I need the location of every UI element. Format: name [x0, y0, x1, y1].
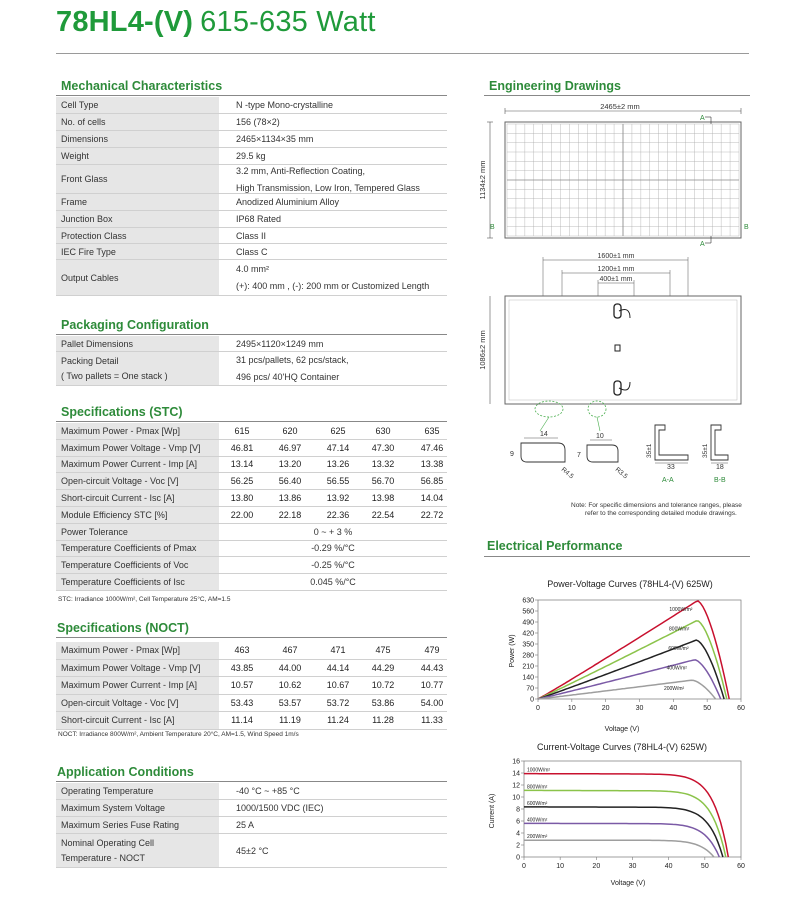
pv-x-axis-label: Voltage (V): [604, 726, 640, 733]
row-value: [236, 783, 300, 800]
detail-d7: 7: [577, 452, 581, 459]
series-label: 800W/m²: [669, 626, 690, 633]
detail-d9: 9: [510, 451, 514, 458]
mechanical-divider: [56, 95, 447, 96]
row-label: [56, 131, 219, 148]
row-label: [56, 194, 219, 211]
row-label-text: Maximum Power - Pmax [Wp]: [61, 425, 181, 436]
row-label: [56, 352, 219, 386]
row-value-cell: 13.14: [230, 459, 254, 470]
row-value-text: 156 (78×2): [236, 117, 280, 127]
row-value-cell: 475: [375, 645, 391, 656]
row-value-text: 31 pcs/pallets, 62 pcs/stack,: [236, 355, 349, 365]
stc-title: Specifications (STC): [61, 405, 183, 419]
row-divider: [56, 590, 447, 591]
series-label: 600W/m²: [668, 646, 689, 653]
row-label-text-2: ( Two pallets = One stack ): [61, 371, 168, 381]
row-label: [56, 695, 219, 713]
row-value-cell: 13.86: [278, 493, 302, 504]
mech-row: [56, 260, 447, 296]
row-label: [56, 783, 219, 800]
series-label: 400W/m²: [666, 665, 687, 672]
series-label: 600W/m²: [527, 800, 548, 807]
x-tick-label: 40: [669, 705, 678, 712]
series-label: 400W/m²: [527, 817, 548, 824]
row-label-text: Weight: [61, 151, 89, 161]
pv-y-axis-label: Power (W): [509, 634, 516, 668]
x-tick-label: 50: [703, 705, 712, 712]
dim-width: 1134±2 mm: [478, 160, 487, 200]
row-label-text: Dimensions: [61, 134, 109, 144]
mech-row: [56, 194, 447, 211]
row-value-cell: 56.70: [371, 476, 395, 487]
dim-1600: 1600±1 mm: [597, 253, 635, 260]
pack-row: [56, 352, 447, 386]
app-row: [56, 800, 447, 817]
row-value-cell: 53.43: [230, 697, 254, 708]
row-label: [56, 800, 219, 817]
series-label: 200W/m²: [663, 686, 685, 693]
y-tick-label: 14: [512, 770, 520, 778]
row-value-cell: 53.72: [326, 697, 350, 708]
row-value-cell: 463: [234, 645, 250, 656]
row-label: [56, 165, 219, 194]
noct-row: [56, 712, 447, 730]
x-tick-label: 60: [737, 863, 745, 870]
row-value-text: Anodized Aluminium Alloy: [236, 197, 340, 207]
row-label: [56, 642, 219, 660]
row-value-cell: 467: [282, 645, 298, 656]
row-value-cell: 56.85: [420, 476, 444, 487]
row-value-text: -40 °C ~ +85 °C: [236, 786, 300, 796]
x-tick-label: 50: [700, 863, 709, 870]
title-divider: [56, 53, 749, 54]
row-label-text: Temperature Coefficients of Pmax: [61, 543, 197, 554]
detail-r35: R3.5: [613, 466, 629, 481]
dim-1086: 1086±2 mm: [478, 330, 487, 370]
app-row: [56, 834, 447, 868]
row-value: [236, 260, 429, 296]
row-label: [56, 211, 219, 228]
drawings-title: Engineering Drawings: [489, 79, 621, 93]
y-tick-label: 560: [522, 608, 534, 616]
detail-d10: 10: [596, 433, 604, 440]
y-tick-label: 0: [530, 696, 534, 704]
x-tick-label: 10: [556, 863, 565, 870]
row-value-cell: 620: [282, 425, 298, 436]
y-tick-label: 490: [522, 619, 534, 627]
row-value-text: 2465×1134×35 mm: [236, 134, 314, 144]
row-value-cell: 10.57: [230, 680, 254, 691]
y-tick-label: 350: [522, 641, 534, 649]
stc-row: [56, 423, 447, 440]
section-d18: 18: [716, 464, 724, 471]
row-value-text: 3.2 mm, Anti-Reflection Coating,: [236, 165, 366, 176]
row-value-text: 4.0 mm²: [236, 264, 270, 274]
noct-row: [56, 677, 447, 695]
section-d35a: 35±1: [646, 443, 653, 458]
row-value-cell: 10.77: [420, 680, 444, 691]
application-divider: [56, 781, 447, 782]
x-tick-label: 20: [592, 863, 601, 870]
electrical-divider: [484, 556, 750, 557]
row-label: [56, 114, 219, 131]
app-row: [56, 783, 447, 800]
y-tick-label: 420: [522, 630, 534, 638]
row-value-cell: 47.14: [326, 442, 350, 453]
pv-chart-title: Power-Voltage Curves (78HL4-(V) 625W): [547, 579, 713, 589]
stc-single-row: [56, 574, 447, 591]
row-label: [56, 541, 219, 558]
row-value-text-2: High Transmission, Low Iron, Tempered Glass: [236, 182, 420, 193]
series-label: 200W/m²: [527, 834, 548, 841]
row-value-cell: 22.00: [230, 509, 254, 520]
application-title: Application Conditions: [57, 765, 194, 779]
row-value-cell: 479: [424, 645, 440, 656]
row-label-text: Maximum System Voltage: [61, 803, 166, 813]
row-label-text: Cell Type: [61, 100, 99, 110]
row-value-cell: 13.92: [326, 493, 350, 504]
y-tick-label: 0: [516, 854, 520, 862]
row-value-cell: 11.24: [327, 715, 349, 726]
mech-row: [56, 131, 447, 148]
row-label-text: Open-circuit Voltage - Voc [V]: [61, 697, 179, 708]
mech-row: [56, 97, 447, 114]
row-label-text: Power Tolerance: [61, 526, 128, 537]
mech-row: [56, 228, 447, 244]
y-tick-label: 630: [522, 597, 534, 605]
row-value-cell: 53.86: [371, 697, 395, 708]
row-value-text-2: 496 pcs/ 40'HQ Container: [236, 372, 340, 382]
pv-curve-chart: [480, 572, 760, 740]
y-tick-label: 280: [522, 652, 534, 660]
row-value: [219, 524, 447, 541]
row-value-cell: 46.81: [230, 442, 254, 453]
mech-row: [56, 244, 447, 260]
row-value: [236, 194, 339, 211]
row-label-text: IEC Fire Type: [61, 246, 116, 257]
row-value-cell: 11.28: [372, 715, 394, 726]
x-tick-label: 0: [536, 705, 540, 712]
row-label-text: Maximum Power Current - Imp [A]: [61, 459, 198, 470]
y-tick-label: 4: [516, 830, 520, 838]
row-value-cell: 56.55: [326, 476, 350, 487]
noct-row: [56, 695, 447, 713]
row-value: [219, 541, 447, 558]
detail-r45: R4.5: [559, 466, 575, 481]
iv-y-axis-label: Current (A): [489, 793, 496, 829]
x-tick-label: 10: [567, 705, 576, 712]
row-value: [236, 228, 266, 244]
row-label: [56, 423, 219, 440]
iv-chart-title: Current-Voltage Curves (78HL4-(V) 625W): [536, 742, 708, 752]
label-a-top: A: [700, 115, 705, 122]
row-value-cell: 10.67: [326, 680, 350, 691]
row-label: [56, 260, 219, 296]
row-value-text: 45±2 °C: [236, 845, 269, 856]
row-value: [236, 352, 349, 386]
row-label-text: Maximum Power Voltage - Vmp [V]: [61, 442, 201, 453]
app-row: [56, 817, 447, 834]
row-label: [56, 490, 219, 507]
y-tick-label: 12: [512, 782, 520, 790]
row-label: [56, 660, 219, 678]
row-value-cell: 56.25: [230, 476, 254, 487]
row-label: [56, 574, 219, 591]
row-value-cell: 54.00: [420, 697, 444, 708]
row-value-cell: 615: [234, 425, 250, 436]
section-aa-label: A-A: [662, 477, 674, 484]
label-b-left: B: [490, 224, 495, 231]
packaging-title: Packaging Configuration: [61, 318, 209, 332]
row-label: [56, 557, 219, 574]
row-value-text: N -type Mono-crystalline: [236, 100, 334, 110]
mechanical-title: Mechanical Characteristics: [61, 79, 223, 93]
stc-row: [56, 440, 447, 457]
row-divider: [56, 295, 447, 296]
row-value-text: -0.29 %/°C: [311, 543, 355, 554]
drawing-note-line1: Note: For specific dimensions and tolerance ranges, please: [571, 502, 742, 509]
row-value: [219, 574, 447, 591]
row-label: [56, 228, 219, 244]
stc-row: [56, 473, 447, 490]
dim-1200: 1200±1 mm: [597, 266, 635, 273]
noct-title: Specifications (NOCT): [57, 621, 189, 635]
x-tick-label: 20: [601, 705, 610, 712]
row-value-text: 0 ~ + 3 %: [313, 526, 353, 537]
row-value: [236, 244, 268, 260]
row-value-text-2: (+): 400 mm , (-): 200 mm or Customized Length: [236, 281, 430, 291]
section-bb-label: B-B: [714, 477, 726, 484]
row-value-cell: 53.57: [278, 697, 302, 708]
x-tick-label: 40: [664, 863, 673, 870]
row-label: [56, 817, 219, 834]
row-label: [56, 440, 219, 457]
y-tick-label: 10: [512, 794, 520, 802]
row-value-cell: 11.14: [231, 715, 253, 726]
row-value: [236, 131, 313, 148]
row-label: [56, 244, 219, 260]
row-divider: [56, 729, 447, 730]
row-value-cell: 625: [330, 425, 346, 436]
mech-row: [56, 114, 447, 131]
row-divider: [56, 867, 447, 868]
row-value-text: 2495×1120×1249 mm: [236, 338, 324, 349]
row-label-text: Protection Class: [61, 230, 127, 241]
row-value-cell: 13.20: [278, 459, 302, 470]
row-label-text: Maximum Power - Pmax [Wp]: [61, 645, 181, 656]
row-label-text: Temperature Coefficients of Isc: [61, 577, 185, 588]
row-label-text: Open-circuit Voltage - Voc [V]: [61, 476, 179, 487]
row-value: [236, 148, 266, 165]
row-value-cell: 47.46: [420, 442, 444, 453]
row-value-cell: 22.72: [420, 509, 444, 520]
row-value-cell: 22.18: [278, 509, 302, 520]
row-value-text: -0.25 %/°C: [311, 560, 355, 571]
x-tick-label: 0: [522, 863, 526, 870]
row-value-cell: 13.80: [230, 493, 254, 504]
row-value-cell: 14.04: [420, 493, 444, 504]
electrical-title: Electrical Performance: [487, 539, 623, 553]
section-d33: 33: [667, 464, 675, 471]
row-label: [56, 677, 219, 695]
row-value-text: 29.5 kg: [236, 151, 266, 161]
engineering-drawing: [470, 96, 760, 521]
iv-curve-chart: [480, 737, 760, 893]
mech-row: [56, 165, 447, 194]
drawing-note-line2: refer to the corresponding detailed module drawings.: [585, 510, 737, 517]
row-label-text: Junction Box: [61, 214, 113, 224]
row-value-cell: 13.98: [371, 493, 395, 504]
stc-row: [56, 457, 447, 474]
iv-x-axis-label: Voltage (V): [610, 880, 646, 887]
row-label-text: Module Efficiency STC [%]: [61, 509, 168, 520]
stc-single-row: [56, 524, 447, 541]
row-value-cell: 13.26: [326, 459, 350, 470]
stc-single-row: [56, 557, 447, 574]
mech-row: [56, 211, 447, 228]
row-label-text: Maximum Series Fuse Rating: [61, 820, 180, 830]
row-value-cell: 44.29: [371, 662, 395, 673]
row-label-text: Short-circuit Current - Isc [A]: [61, 715, 175, 726]
row-label-text: Front Glass: [61, 174, 108, 184]
y-tick-label: 2: [516, 842, 520, 850]
row-value: [236, 817, 254, 834]
row-value-text: Class II: [236, 230, 267, 241]
y-tick-label: 6: [516, 818, 520, 826]
row-value-cell: 44.14: [326, 662, 350, 673]
row-value-cell: 10.72: [371, 680, 395, 691]
row-value: [236, 800, 324, 817]
row-value-cell: 56.40: [278, 476, 302, 487]
section-d35b: 35±1: [702, 443, 709, 458]
row-label: [56, 834, 219, 868]
row-label: [56, 712, 219, 730]
stc-divider: [56, 421, 447, 422]
row-label: [56, 97, 219, 114]
dim-400: 400±1 mm: [599, 276, 633, 283]
row-value: [236, 834, 269, 868]
packaging-divider: [56, 334, 447, 335]
row-value-cell: 13.32: [371, 459, 395, 470]
row-label: [56, 524, 219, 541]
row-value: [236, 97, 333, 114]
series-label: 800W/m²: [527, 784, 548, 791]
row-label-text: Operating Temperature: [61, 786, 154, 796]
row-value-cell: 10.62: [278, 680, 302, 691]
row-label: [56, 473, 219, 490]
label-b-right: B: [744, 224, 749, 231]
row-value-cell: 635: [424, 425, 440, 436]
x-tick-label: 30: [628, 863, 637, 870]
row-label-text: No. of cells: [61, 117, 106, 127]
power-range: 615-635 Watt: [200, 6, 376, 38]
stc-note: STC: Irradiance 1000W/m², Cell Temperature 25°C, AM=1.5: [58, 596, 231, 603]
noct-divider: [56, 637, 447, 638]
series-label: 1000W/m²: [527, 767, 551, 774]
row-label-text: Maximum Power Voltage - Vmp [V]: [61, 662, 201, 673]
row-value-cell: 44.43: [420, 662, 444, 673]
row-value-text: IP68 Rated: [236, 214, 282, 224]
row-label: [56, 507, 219, 524]
row-label-text: Packing Detail: [61, 356, 119, 366]
row-value-cell: 22.54: [371, 509, 395, 520]
noct-note: NOCT: Irradiance 800W/m², Ambient Temperature 20°C, AM=1.5, Wind Speed 1m/s: [58, 731, 299, 738]
row-value-text: 25 A: [236, 820, 255, 830]
x-tick-label: 30: [635, 705, 644, 712]
noct-row: [56, 660, 447, 678]
row-value-cell: 471: [330, 645, 346, 656]
row-value: [236, 165, 420, 194]
y-tick-label: 70: [526, 685, 534, 693]
page-title: [56, 6, 376, 39]
row-value: [219, 557, 447, 574]
row-value-cell: 43.85: [230, 662, 254, 673]
x-tick-label: 60: [737, 705, 745, 712]
row-label: [56, 336, 219, 352]
row-value-text: Class C: [236, 246, 268, 257]
stc-row: [56, 490, 447, 507]
row-value-cell: 46.97: [278, 442, 302, 453]
row-label-text: Output Cables: [61, 272, 119, 283]
row-value-text: 0.045 %/°C: [310, 577, 356, 588]
row-label-text: Short-circuit Current - Isc [A]: [61, 493, 175, 504]
y-tick-label: 140: [522, 674, 534, 682]
row-label: [56, 148, 219, 165]
row-value-cell: 11.33: [421, 715, 443, 726]
row-value: [236, 114, 280, 131]
model-name: 78HL4-(V): [56, 6, 194, 38]
stc-single-row: [56, 541, 447, 558]
row-value: [236, 211, 281, 228]
row-value-cell: 630: [375, 425, 391, 436]
pack-row: [56, 336, 447, 352]
series-label: 1000W/m²: [669, 606, 693, 613]
row-value-cell: 13.38: [420, 459, 444, 470]
row-value-cell: 22.36: [326, 509, 350, 520]
row-value-text: 1000/1500 VDC (IEC): [236, 803, 324, 813]
row-label-text: Nominal Operating Cell: [61, 838, 155, 848]
row-label-text: Frame: [61, 197, 88, 207]
noct-row: [56, 642, 447, 660]
row-label-text-2: Temperature - NOCT: [61, 853, 146, 863]
row-label: [56, 457, 219, 474]
row-label-text: Pallet Dimensions: [61, 338, 134, 349]
row-divider: [56, 385, 447, 386]
y-tick-label: 16: [512, 758, 520, 766]
mech-row: [56, 148, 447, 165]
row-label-text: Temperature Coefficients of Voc: [61, 560, 189, 571]
stc-row: [56, 507, 447, 524]
row-value-cell: 44.00: [278, 662, 302, 673]
row-value-cell: 11.19: [279, 715, 301, 726]
dim-length: 2465±2 mm: [600, 102, 640, 111]
y-tick-label: 210: [522, 663, 534, 671]
y-tick-label: 8: [516, 806, 520, 814]
detail-d14: 14: [540, 431, 548, 438]
row-value-cell: 47.30: [371, 442, 395, 453]
row-label-text: Maximum Power Current - Imp [A]: [61, 680, 198, 691]
row-value: [236, 336, 323, 352]
label-a-bottom: A: [700, 241, 705, 248]
